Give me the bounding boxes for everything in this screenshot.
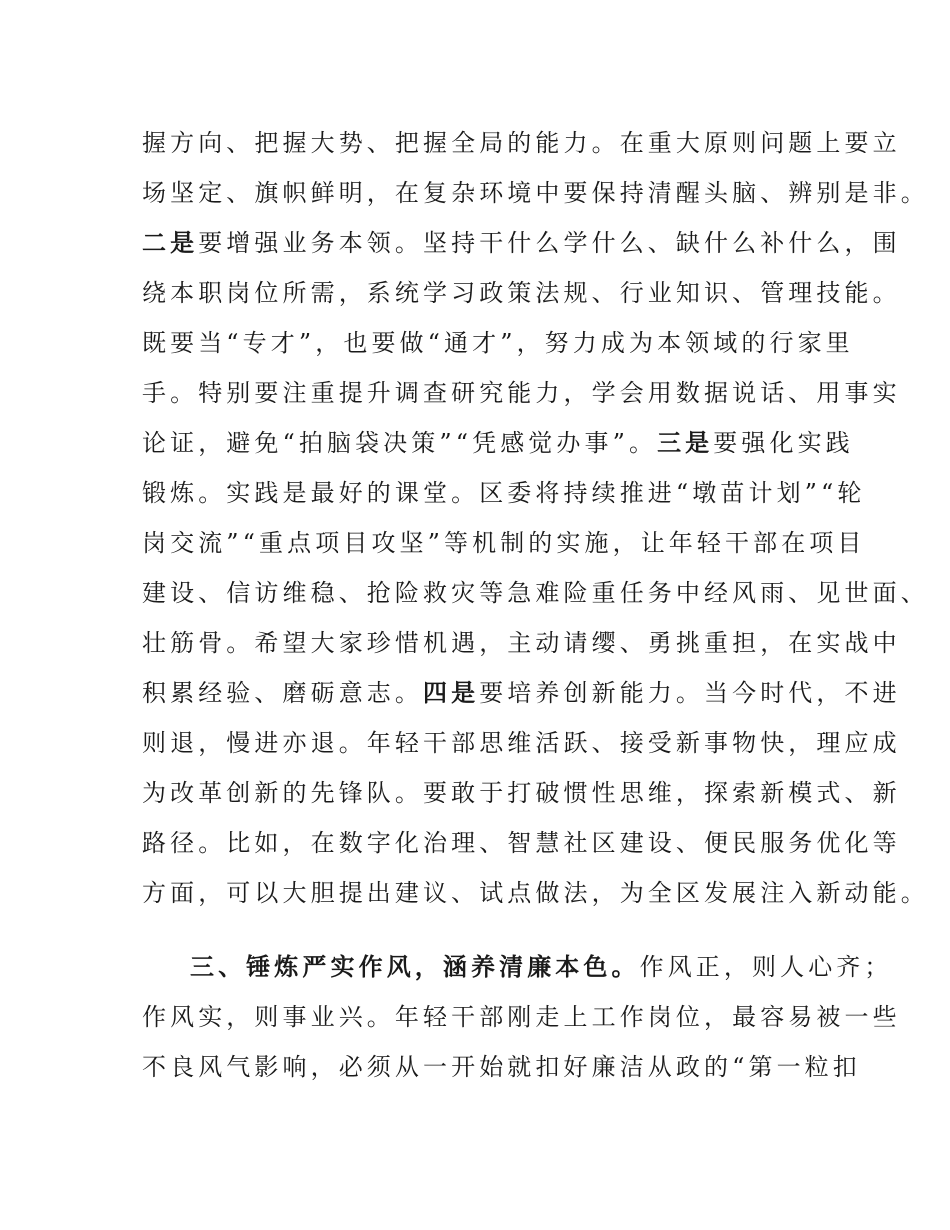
text-line bbox=[142, 1050, 861, 1084]
text-line bbox=[142, 726, 901, 760]
text-line bbox=[142, 276, 901, 310]
text-line bbox=[142, 776, 901, 810]
text-segment: 场坚定、旗帜鲜明，在复杂环境中要保持清醒头脑、辨别是非。 bbox=[142, 179, 929, 207]
text-line bbox=[142, 176, 929, 210]
text-line bbox=[142, 626, 901, 660]
text-line bbox=[142, 476, 866, 510]
text-line bbox=[142, 126, 901, 160]
text-segment: 论证，避免“拍脑袋决策”“凭感觉办事”。 bbox=[142, 429, 658, 457]
text-line bbox=[142, 426, 854, 460]
bold-marker: 三是 bbox=[657, 429, 714, 457]
text-segment: 要强化实践 bbox=[713, 429, 854, 457]
text-segment: 不良风气影响，必须从一开始就扣好廉洁从政的“第一粒扣 bbox=[142, 1053, 861, 1081]
text-segment: 手。特别要注重提升调查研究能力，学会用数据说话、用事实 bbox=[142, 379, 901, 407]
text-segment: 岗交流”“重点项目攻坚”等机制的实施，让年轻干部在项目 bbox=[142, 529, 866, 557]
text-line bbox=[142, 226, 901, 260]
text-line bbox=[142, 676, 901, 710]
text-line bbox=[142, 876, 929, 910]
text-segment: 方面，可以大胆提出建议、试点做法，为全区发展注入新动能。 bbox=[142, 879, 929, 907]
text-segment: 握方向、把握大势、把握全局的能力。在重大原则问题上要立 bbox=[142, 129, 901, 157]
text-segment: 要增强业务本领。坚持干什么学什么、缺什么补什么，围 bbox=[198, 229, 901, 257]
text-segment: 绕本职岗位所需，系统学习政策法规、行业知识、管理技能。 bbox=[142, 279, 901, 307]
text-segment: 建设、信访维稳、抢险救灾等急难险重任务中经风雨、见世面、 bbox=[142, 579, 929, 607]
text-line bbox=[142, 526, 866, 560]
text-segment: 作风实，则事业兴。年轻干部刚走上工作岗位，最容易被一些 bbox=[142, 1003, 901, 1031]
text-line bbox=[142, 1000, 901, 1034]
bold-marker: 四是 bbox=[423, 679, 480, 707]
section-heading-line bbox=[190, 950, 893, 984]
text-line bbox=[142, 326, 854, 360]
text-line bbox=[142, 826, 901, 860]
bold-marker: 二是 bbox=[142, 229, 199, 257]
text-line bbox=[142, 376, 901, 410]
section-heading: 三、锤炼严实作风，涵养清廉本色。 bbox=[190, 953, 640, 981]
text-segment: 积累经验、磨砺意志。 bbox=[142, 679, 423, 707]
text-segment: 锻炼。实践是最好的课堂。区委将持续推进“墩苗计划”“轮 bbox=[142, 479, 866, 507]
text-segment: 既要当“专才”，也要做“通才”，努力成为本领域的行家里 bbox=[142, 329, 854, 357]
text-segment: 壮筋骨。希望大家珍惜机遇，主动请缨、勇挑重担，在实战中 bbox=[142, 629, 901, 657]
text-segment: 作风正，则人心齐； bbox=[639, 953, 893, 981]
text-segment: 路径。比如，在数字化治理、智慧社区建设、便民服务优化等 bbox=[142, 829, 901, 857]
text-segment: 要培养创新能力。当今时代，不进 bbox=[479, 679, 901, 707]
text-segment: 则退，慢进亦退。年轻干部思维活跃、接受新事物快，理应成 bbox=[142, 729, 901, 757]
text-line bbox=[142, 576, 929, 610]
text-segment: 为改革创新的先锋队。要敢于打破惯性思维，探索新模式、新 bbox=[142, 779, 901, 807]
